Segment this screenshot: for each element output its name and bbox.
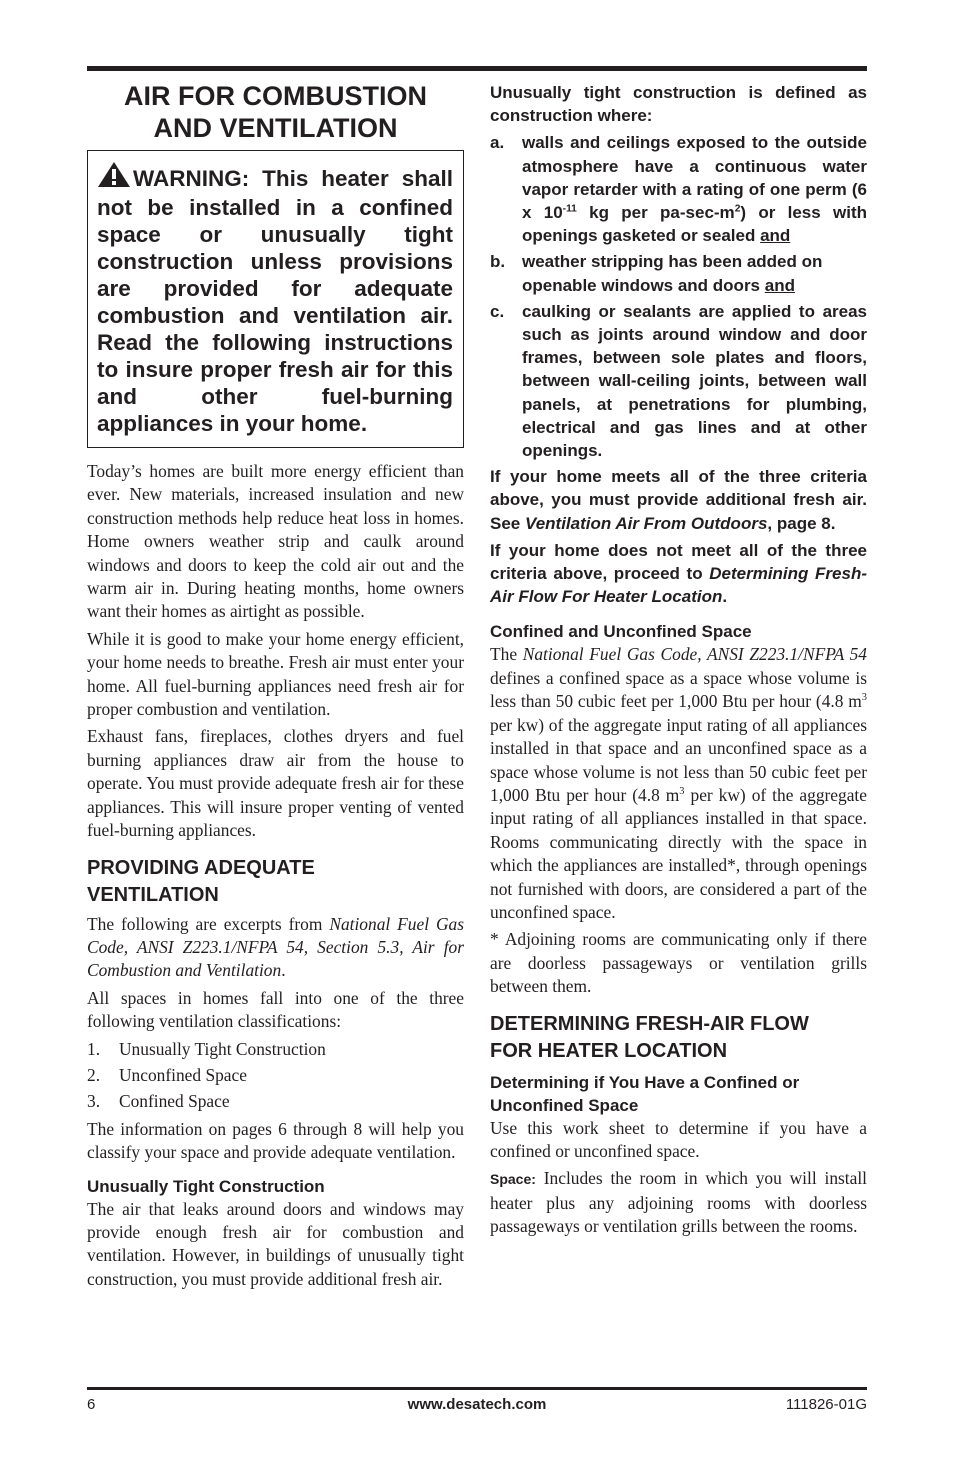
conf-part-1: defines a confined space as a space whose volume is less than 50 cubic feet per 1,000 Btu per hour (4.8 m (490, 667, 867, 712)
list-item-text: Confined Space (119, 1091, 230, 1112)
excerpt-reference: National Fuel Gas Code, ANSI Z223.1/NFPA 54, Section 5.3, Air for Combustion and Ventilation (87, 913, 464, 981)
conf-code-reference: National Fuel Gas Code, ANSI Z223.1/NFPA 54 (522, 644, 867, 665)
criteria-a-part-1: walls and ceilings exposed to the outside atmosphere have a continuous water vapor retarder with a rating of one perm (6 x 10 (522, 133, 867, 223)
warning-triangle-icon (97, 161, 131, 194)
warning-text: WARNING: This heater shall not be installed in a confined space or unusually tight construction unless provisions are provided for adequate combustion and ventilation air. Read the following instructions to insure proper fresh air for this and other fuel-burning appliances in your home. (97, 166, 453, 436)
list-item-number: 2. (87, 1064, 101, 1085)
not-meet-criteria-paragraph (490, 539, 867, 609)
excerpt-post: . (281, 960, 286, 981)
pages-info-paragraph: The information on pages 6 through 8 will help you classify your space and provide adequate ventilation. (87, 1118, 464, 1163)
tight-construction-paragraph: The air that leaks around doors and windows may provide enough fresh air for combustion and ventilation. However, in buildings of unusually tight construction, you must provide additional fresh air. (87, 1198, 464, 1289)
warning-box (87, 150, 464, 448)
worksheet-paragraph: Use this work sheet to determine if you have a confined or unconfined space. (490, 1117, 867, 1161)
page-number: 6 (87, 1396, 96, 1413)
criteria-item-b (490, 250, 867, 296)
unusually-tight-heading: Unusually Tight Construction (87, 1176, 325, 1196)
criteria-a-part-3: ) or less with openings gasketed or sealed (522, 203, 867, 246)
adjoining-footnote: * Adjoining rooms are communicating only if there are doorless passageways or ventilation grills between them. (490, 929, 867, 997)
meets-reference: Ventilation Air From Outdoors (524, 513, 768, 533)
list-item (87, 1038, 464, 1061)
determining-fresh-air-heading (490, 1011, 867, 1065)
space-definition-paragraph (490, 1167, 867, 1238)
criteria-letter: c. (490, 301, 505, 321)
conf-part-3: per kw) of the aggregate input rating of all appliances installed in that space. Rooms communicating directly with the space in which the appliances are installed*, through openings not furnished with doors, are considered a part of the unconfined space. (490, 784, 867, 922)
list-item-number: 3. (87, 1091, 101, 1112)
tight-definition-intro: Unusually tight construction is defined as construction where: (490, 83, 867, 126)
notmeet-reference: Determining Fresh-Air Flow For Heater Location (490, 564, 867, 607)
section-title-line-1: AIR FOR COMBUSTION (124, 81, 427, 111)
classification-list (87, 1038, 464, 1114)
meets-pre: If your home meets all of the three criteria above, you must provide additional fresh air. See (490, 467, 867, 533)
list-item-text: Unusually Tight Construction (119, 1038, 326, 1059)
criteria-text: caulking or sealants are applied to areas such as joints around window and door frames, between sole plates and floors, between wall-ceiling joints, between wall panels, at penetrations for plumbing, electrical and gas lines and at other openings. (522, 301, 867, 461)
criteria-a-part-2: kg per pa-sec-m (576, 203, 735, 223)
conf-pre: The (490, 644, 523, 665)
section-title-line-2: AND VENTILATION (153, 113, 398, 143)
meets-post: , page 8. (767, 513, 836, 533)
criteria-a-and: and (760, 226, 791, 246)
left-column (87, 80, 464, 1295)
providing-ventilation-heading (87, 855, 464, 909)
confined-unconfined-heading: Confined and Unconfined Space (490, 622, 752, 642)
criteria-a-squared: 2 (734, 203, 741, 215)
criteria-letter: a. (490, 133, 505, 153)
confined-definition-paragraph (490, 643, 867, 924)
criteria-item-a (490, 131, 867, 247)
meets-criteria-paragraph (490, 465, 867, 535)
section-title (87, 80, 464, 144)
determining-confined-line-2: Unconfined Space (490, 1095, 639, 1115)
determining-heading-line-1: DETERMINING FRESH-AIR FLOW (490, 1012, 809, 1035)
right-column (490, 80, 867, 1243)
providing-heading-line-2: VENTILATION (87, 883, 219, 906)
breathe-paragraph: While it is good to make your home energy efficient, your home needs to breathe. Fresh air must enter your home. All fuel-burning appliances need fresh air for proper combustion and ventilation. (87, 628, 464, 720)
criteria-list (490, 131, 867, 462)
criteria-letter: b. (490, 252, 506, 272)
document-code: 111826-01G (785, 1396, 867, 1413)
footer-website[interactable]: www.desatech.com (407, 1396, 547, 1413)
classification-paragraph: All spaces in homes fall into one of the three following ventilation classifications: (87, 987, 464, 1032)
criteria-b-text: weather stripping has been added on openable windows and doors (522, 252, 823, 295)
conf-part-2: per kw) of the aggregate input rating of all appliances installed in that space and an unconfined space as a space whose volume is not less than 50 cubic feet per 1,000 Btu per hour (4.8 m (490, 714, 867, 805)
determining-confined-line-1: Determining if You Have a Confined or (490, 1072, 800, 1092)
providing-heading-line-1: PROVIDING ADEQUATE (87, 856, 315, 879)
criteria-a-exponent: -11 (562, 203, 577, 215)
space-label: Space: (490, 1171, 536, 1188)
intro-paragraph: Today’s homes are built more energy efficient than ever. New materials, increased insulation and new construction methods help reduce heat loss in homes. Home owners weather strip and caulk around windows and doors to keep the cold air out and the warm air in. During heating months, home owners want their homes as airtight as possible. (87, 461, 464, 622)
criteria-text (522, 250, 867, 296)
notmeet-post: . (722, 587, 728, 607)
list-item-number: 1. (87, 1038, 101, 1059)
list-item (87, 1064, 464, 1087)
conf-cubed-1: 3 (861, 692, 867, 704)
determining-confined-heading (490, 1071, 867, 1117)
list-item (87, 1090, 464, 1113)
notmeet-pre: If your home does not meet all of the three criteria above, proceed to (490, 540, 867, 584)
space-text: Includes the room in which you will install heater plus any adjoining rooms with doorless passageways or ventilation grills between the rooms. (490, 1168, 867, 1237)
criteria-item-c (490, 300, 867, 462)
excerpt-pre: The following are excerpts from (87, 913, 330, 934)
conf-cubed-2: 3 (679, 786, 685, 798)
list-item-text: Unconfined Space (119, 1064, 247, 1085)
exhaust-paragraph: Exhaust fans, fireplaces, clothes dryers and fuel burning appliances draw air from the house to operate. You must provide adequate fresh air for these appliances. This will insure proper venting of vented fuel-burning appliances. (87, 726, 464, 841)
criteria-text (522, 131, 867, 247)
excerpt-paragraph (87, 913, 464, 983)
footer-rule (87, 1387, 867, 1390)
determining-heading-line-2: FOR HEATER LOCATION (490, 1039, 728, 1062)
criteria-b-and: and (764, 275, 795, 295)
top-rule (87, 66, 867, 71)
